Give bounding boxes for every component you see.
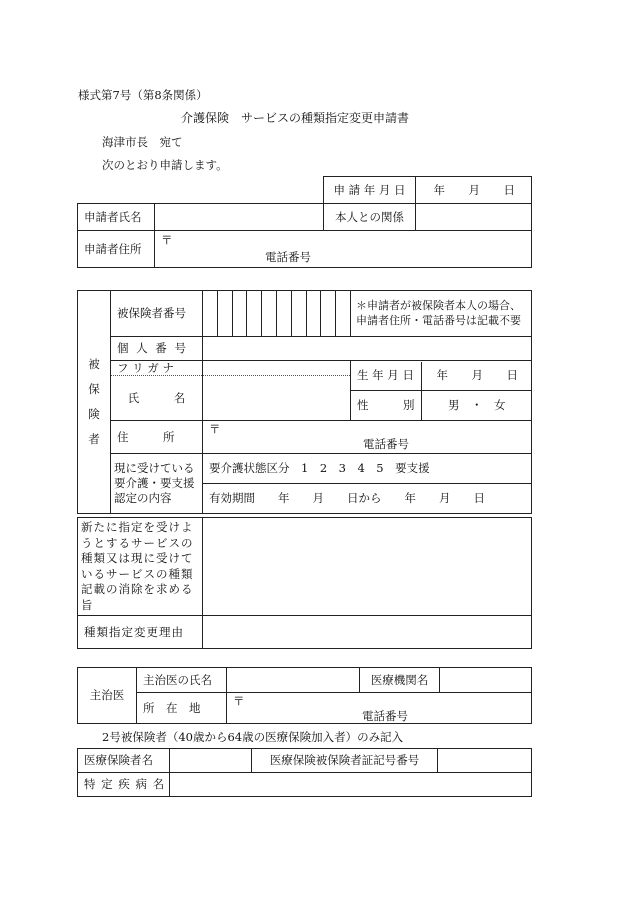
application-date-label: 申 請 年 月 日 bbox=[324, 177, 416, 204]
applicant-name-field[interactable] bbox=[155, 204, 324, 231]
second-insured-note: 2号被保険者（40歳から64歳の医療保険加入者）のみ記入 bbox=[102, 730, 404, 744]
applicant-name-label: 申請者氏名 bbox=[78, 204, 155, 231]
insured-number-label: 被保険者番号 bbox=[111, 291, 203, 337]
furigana-label: フ リ ガ ナ bbox=[117, 360, 174, 375]
insured-name-label: 氏 名 bbox=[127, 390, 186, 405]
intro-text: 次のとおり申請します。 bbox=[102, 158, 228, 172]
insured-address-field[interactable] bbox=[203, 421, 532, 454]
insured-number-field[interactable] bbox=[203, 291, 351, 337]
institution-label: 医療機関名 bbox=[360, 668, 440, 693]
insured-number-digit-box[interactable] bbox=[233, 291, 248, 336]
application-date-value: 年 月 日 bbox=[433, 182, 521, 197]
insured-number-digit-box[interactable] bbox=[262, 291, 277, 336]
service-table bbox=[77, 517, 532, 649]
gender-field[interactable] bbox=[421, 391, 532, 420]
birthdate-label: 生 年 月 日 bbox=[351, 362, 421, 391]
insured-note: ＊申請者が被保険者本人の場合、申請者住所・電話番号は記載不要 bbox=[351, 291, 532, 337]
name-label-cell bbox=[111, 361, 203, 421]
service-request-field[interactable] bbox=[203, 518, 532, 616]
valid-period-value: 有効期間 年 月 日から 年 月 日 bbox=[209, 491, 485, 506]
personal-number-label: 個 人 番 号 bbox=[111, 337, 203, 361]
doctor-name-label: 主治医の氏名 bbox=[137, 668, 227, 693]
change-reason-label: 種類指定変更理由 bbox=[78, 616, 203, 649]
applicant-table bbox=[77, 203, 532, 268]
card-number-field[interactable] bbox=[438, 749, 532, 773]
addressee: 海津市長 宛て bbox=[102, 135, 183, 149]
change-reason-field[interactable] bbox=[203, 616, 532, 649]
birthdate-field[interactable] bbox=[421, 362, 532, 391]
insured-address-label: 住 所 bbox=[111, 421, 203, 454]
application-date-field[interactable] bbox=[416, 177, 532, 204]
insured-postal-mark: 〒 bbox=[209, 422, 221, 436]
service-request-label: 新たに指定を受けようとするサービスの種類又は現に受けているサービスの種類記載の消除を求める旨 bbox=[78, 518, 203, 616]
application-date-table bbox=[323, 176, 532, 204]
birth-gender-cell bbox=[351, 361, 532, 421]
disease-name-label: 特 定 疾 病 名 bbox=[78, 773, 170, 797]
doctor-name-field[interactable] bbox=[227, 668, 360, 693]
insured-number-digit-box[interactable] bbox=[321, 291, 336, 336]
personal-number-field[interactable] bbox=[203, 337, 532, 361]
insurer-name-field[interactable] bbox=[170, 749, 252, 773]
insured-section-label bbox=[78, 291, 111, 514]
doctor-address-field[interactable] bbox=[227, 693, 532, 724]
insured-number-digit-box[interactable] bbox=[203, 291, 218, 336]
institution-field[interactable] bbox=[440, 668, 532, 693]
insured-number-digit-box[interactable] bbox=[277, 291, 292, 336]
insured-section-char: 被 bbox=[88, 357, 100, 372]
insured-number-digit-box[interactable] bbox=[218, 291, 233, 336]
gender-value: 男 ・ 女 bbox=[448, 397, 506, 412]
form-number: 様式第7号（第8条関係） bbox=[78, 88, 208, 102]
doctor-postal-mark: 〒 bbox=[233, 694, 245, 708]
care-level-value: 要介護状態区分 1 2 3 4 5 要支援 bbox=[209, 461, 430, 476]
doctor-section-label: 主治医 bbox=[78, 668, 137, 724]
relation-field[interactable] bbox=[416, 204, 532, 231]
insured-section-char: 保 bbox=[88, 382, 100, 397]
applicant-address-label: 申請者住所 bbox=[78, 231, 155, 268]
valid-period-field[interactable] bbox=[203, 484, 532, 514]
insured-phone-label: 電話番号 bbox=[363, 437, 409, 451]
gender-label: 性 別 bbox=[351, 391, 421, 420]
second-insured-table bbox=[77, 748, 532, 797]
insured-name-field[interactable] bbox=[203, 361, 351, 421]
doctor-address-label: 所 在 地 bbox=[137, 693, 227, 724]
birthdate-value: 年 月 日 bbox=[436, 368, 524, 383]
disease-name-field[interactable] bbox=[170, 773, 532, 797]
insured-section-char: 険 bbox=[88, 407, 100, 421]
card-number-label: 医療保険被保険者証記号番号 bbox=[252, 749, 438, 773]
insured-section-char: 者 bbox=[88, 431, 100, 446]
applicant-phone-label: 電話番号 bbox=[265, 250, 311, 264]
insured-number-digit-box[interactable] bbox=[336, 291, 350, 336]
insured-number-digit-box[interactable] bbox=[292, 291, 307, 336]
insured-number-digit-box[interactable] bbox=[307, 291, 322, 336]
applicant-postal-mark: 〒 bbox=[161, 233, 173, 247]
care-label: 現に受けている要介護・要支援認定の内容 bbox=[111, 454, 203, 514]
doctor-table bbox=[77, 667, 532, 724]
form-title: 介護保険 サービスの種類指定変更申請書 bbox=[181, 111, 410, 125]
doctor-phone-label: 電話番号 bbox=[362, 709, 408, 723]
insured-number-digit-box[interactable] bbox=[247, 291, 262, 336]
birth-gender-subtable bbox=[351, 362, 532, 420]
applicant-address-field[interactable] bbox=[155, 231, 532, 268]
insured-table bbox=[77, 290, 532, 514]
insurer-name-label: 医療保険者名 bbox=[78, 749, 170, 773]
care-level-field[interactable] bbox=[203, 454, 532, 484]
relation-label: 本人との関係 bbox=[324, 204, 416, 231]
